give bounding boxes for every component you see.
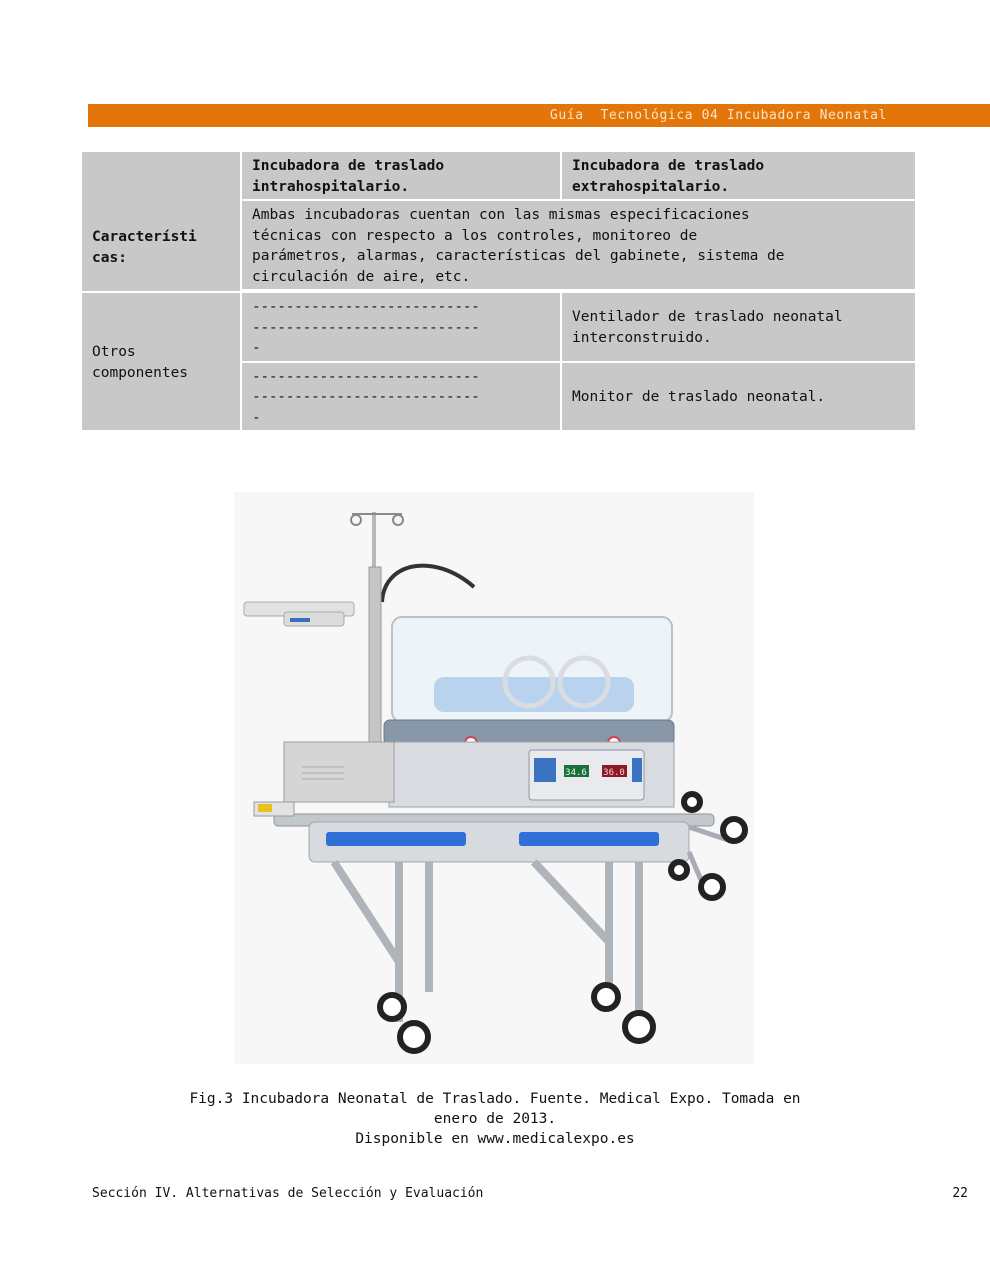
dash-line: -: [252, 340, 261, 356]
header-line: Incubadora de traslado: [252, 158, 445, 174]
text-line: Otros: [92, 344, 136, 360]
figure-caption: [0, 1089, 990, 1149]
table-row: [81, 151, 916, 200]
text-line: Ventilador de traslado neonatal: [572, 309, 843, 326]
footer-section: Sección IV. Alternativas de Selección y Evaluación: [92, 1186, 484, 1201]
ventilator-cell: [561, 292, 916, 362]
characteristics-label-cell: [81, 151, 241, 292]
characteristics-text-cell: [241, 200, 916, 292]
header-bar: [88, 104, 990, 127]
header-extrahospital: [561, 151, 916, 200]
text-line: componentes: [92, 364, 189, 381]
header-title: Guía Tecnológica 04 Incubadora Neonatal: [549, 108, 887, 123]
header-intrahospital: [241, 151, 561, 200]
dash-cell: [241, 362, 561, 432]
caption-line: enero de 2013.: [433, 1111, 557, 1127]
control-panel: [529, 750, 644, 800]
dash-line: ---------------------------: [252, 319, 480, 336]
characteristics-label-line: cas:: [92, 249, 127, 266]
text-line: Ambas incubadoras cuentan con las mismas especificaciones: [252, 207, 750, 223]
text-line: interconstruido.: [572, 329, 712, 346]
spec-table: [81, 151, 916, 431]
characteristics-label-line: Característi: [92, 229, 197, 245]
monitor-cell: [561, 362, 916, 432]
text-line: técnicas con respecto a los controles, monitoreo de: [252, 227, 698, 244]
header-line: extrahospitalario.: [572, 178, 730, 195]
header-line: Incubadora de traslado: [572, 158, 765, 174]
dash-line: -: [252, 409, 261, 426]
table-row: [81, 292, 916, 362]
page-number: 22: [952, 1186, 968, 1201]
incubator-canopy: [392, 617, 672, 722]
other-components-label-cell: [81, 292, 241, 431]
dash-line: ---------------------------: [252, 299, 480, 315]
caption-line: Disponible en www.medicalexpo.es: [355, 1131, 635, 1147]
display-left: 34.6: [565, 768, 587, 778]
text-line: Monitor de traslado neonatal.: [572, 389, 826, 405]
text-line: circulación de aire, etc.: [252, 268, 471, 285]
caption-line: Fig.3 Incubadora Neonatal de Traslado. Fuente. Medical Expo. Tomada en: [189, 1091, 801, 1107]
dash-line: ---------------------------: [252, 389, 480, 405]
display-right: 36.0: [603, 768, 625, 778]
incubator-photo: [234, 492, 754, 1064]
dash-cell: [241, 292, 561, 362]
text-line: parámetros, alarmas, características del gabinete, sistema de: [252, 248, 785, 264]
dash-line: ---------------------------: [252, 368, 480, 385]
blue-stripe: [519, 832, 659, 846]
blue-stripe: [326, 832, 466, 846]
header-line: intrahospitalario.: [252, 178, 410, 195]
